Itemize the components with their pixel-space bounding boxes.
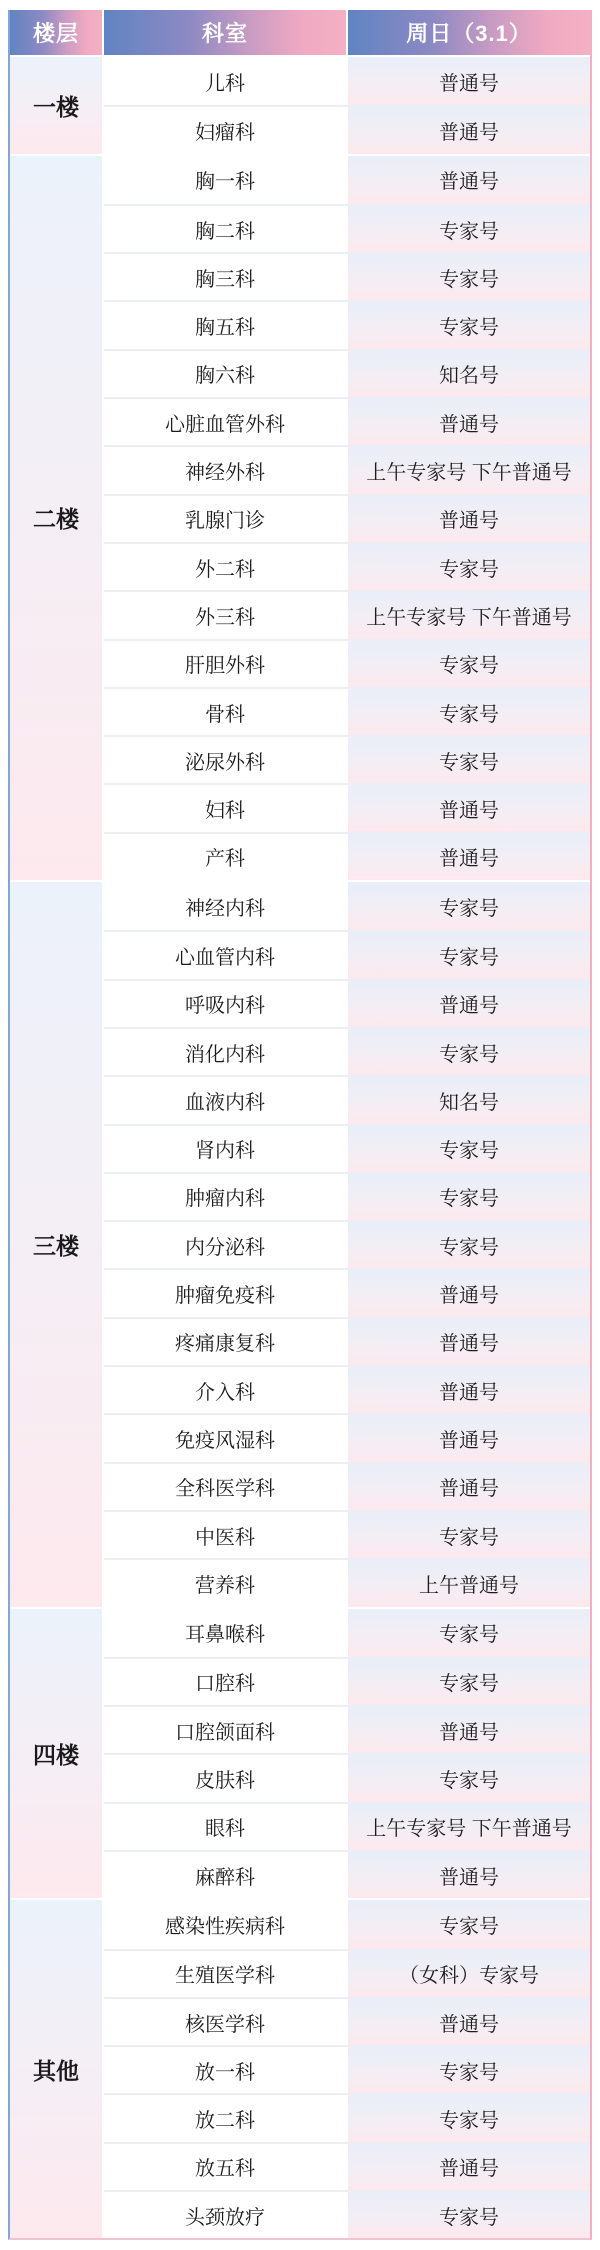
- ticket-type-cell: 专家号: [348, 1659, 590, 1705]
- ticket-type-cell: 普通号: [348, 156, 590, 204]
- table-row: [104, 735, 590, 783]
- department-cell: 放五科: [104, 2144, 346, 2190]
- table-row: [104, 2190, 590, 2238]
- ticket-type-cell: 专家号: [348, 1900, 590, 1948]
- ticket-type-cell: 普通号: [348, 1319, 590, 1365]
- table-row: [104, 1510, 590, 1558]
- table-row: [104, 397, 590, 445]
- ticket-type-cell: 普通号: [348, 981, 590, 1027]
- department-cell: 耳鼻喉科: [104, 1609, 346, 1657]
- table-row: [104, 1027, 590, 1075]
- header-department-column: 科室: [104, 10, 346, 55]
- table-row: [104, 1268, 590, 1316]
- department-cell: 血液内科: [104, 1077, 346, 1123]
- table-row: [104, 639, 590, 687]
- department-cell: 胸三科: [104, 254, 346, 300]
- floor-rows: [104, 1900, 590, 2238]
- ticket-type-cell: （女科）专家号: [348, 1951, 590, 1997]
- department-cell: 产科: [104, 834, 346, 880]
- table-row: [104, 832, 590, 880]
- department-cell: 麻醉科: [104, 1852, 346, 1898]
- table-row: [104, 494, 590, 542]
- department-cell: 生殖医学科: [104, 1951, 346, 1997]
- ticket-type-cell: 普通号: [348, 834, 590, 880]
- ticket-type-cell: 专家号: [348, 254, 590, 300]
- department-cell: 眼科: [104, 1804, 346, 1850]
- ticket-type-cell: 专家号: [348, 737, 590, 783]
- department-cell: 放一科: [104, 2047, 346, 2093]
- floor-rows: [104, 156, 590, 880]
- ticket-type-cell: 普通号: [348, 1270, 590, 1316]
- department-cell: 神经外科: [104, 447, 346, 493]
- ticket-type-cell: 专家号: [348, 2095, 590, 2141]
- table-row: [104, 687, 590, 735]
- floor-section: [10, 57, 590, 154]
- table-row: [104, 1462, 590, 1510]
- department-cell: 肿瘤内科: [104, 1174, 346, 1220]
- ticket-type-cell: 普通号: [348, 785, 590, 831]
- floor-label: 其他: [10, 1900, 102, 2238]
- floor-rows: [104, 57, 590, 154]
- outpatient-schedule-table: [8, 10, 592, 2240]
- floor-label: 三楼: [10, 882, 102, 1606]
- ticket-type-cell: 上午普通号: [348, 1560, 590, 1606]
- table-row: [104, 349, 590, 397]
- table-row: [104, 2045, 590, 2093]
- table-row: [104, 1075, 590, 1123]
- department-cell: 泌尿外科: [104, 737, 346, 783]
- table-row: [104, 1753, 590, 1801]
- ticket-type-cell: 普通号: [348, 1852, 590, 1898]
- ticket-type-cell: 专家号: [348, 1609, 590, 1657]
- ticket-type-cell: 上午专家号 下午普通号: [348, 447, 590, 493]
- table-row: [104, 1705, 590, 1753]
- department-cell: 放二科: [104, 2095, 346, 2141]
- table-row: [104, 1657, 590, 1705]
- ticket-type-cell: 专家号: [348, 2192, 590, 2238]
- department-cell: 介入科: [104, 1367, 346, 1413]
- floor-section: [10, 1900, 590, 2238]
- table-row: [104, 300, 590, 348]
- table-body: [10, 57, 590, 2238]
- header-floor-column: 楼层: [10, 10, 102, 55]
- department-cell: 中医科: [104, 1512, 346, 1558]
- ticket-type-cell: 上午专家号 下午普通号: [348, 1804, 590, 1850]
- department-cell: 头颈放疗: [104, 2192, 346, 2238]
- ticket-type-cell: 知名号: [348, 1077, 590, 1123]
- ticket-type-cell: 专家号: [348, 1755, 590, 1801]
- table-row: [104, 204, 590, 252]
- table-row: [104, 1802, 590, 1850]
- table-row: [104, 1900, 590, 1948]
- department-cell: 肾内科: [104, 1126, 346, 1172]
- ticket-type-cell: 专家号: [348, 302, 590, 348]
- table-row: [104, 445, 590, 493]
- table-row: [104, 930, 590, 978]
- table-row: [104, 1949, 590, 1997]
- floor-section: [10, 156, 590, 880]
- table-row: [104, 252, 590, 300]
- department-cell: 免疫风湿科: [104, 1415, 346, 1461]
- department-cell: 心血管内科: [104, 932, 346, 978]
- table-row: [104, 1609, 590, 1657]
- floor-section: [10, 1609, 590, 1899]
- department-cell: 皮肤科: [104, 1755, 346, 1801]
- department-cell: 外二科: [104, 544, 346, 590]
- ticket-type-cell: 专家号: [348, 206, 590, 252]
- department-cell: 妇瘤科: [104, 107, 346, 153]
- department-cell: 疼痛康复科: [104, 1319, 346, 1365]
- department-cell: 乳腺门诊: [104, 496, 346, 542]
- department-cell: 核医学科: [104, 1999, 346, 2045]
- ticket-type-cell: 专家号: [348, 641, 590, 687]
- department-cell: 感染性疾病科: [104, 1900, 346, 1948]
- table-row: [104, 1124, 590, 1172]
- ticket-type-cell: 普通号: [348, 496, 590, 542]
- table-row: [104, 1220, 590, 1268]
- ticket-type-cell: 专家号: [348, 1222, 590, 1268]
- ticket-type-cell: 专家号: [348, 1512, 590, 1558]
- department-cell: 胸一科: [104, 156, 346, 204]
- department-cell: 神经内科: [104, 882, 346, 930]
- table-row: [104, 2093, 590, 2141]
- ticket-type-cell: 普通号: [348, 1707, 590, 1753]
- ticket-type-cell: 普通号: [348, 399, 590, 445]
- department-cell: 妇科: [104, 785, 346, 831]
- ticket-type-cell: 专家号: [348, 1029, 590, 1075]
- department-cell: 消化内科: [104, 1029, 346, 1075]
- department-cell: 骨科: [104, 689, 346, 735]
- department-cell: 呼吸内科: [104, 981, 346, 1027]
- floor-rows: [104, 882, 590, 1606]
- floor-label: 二楼: [10, 156, 102, 880]
- table-row: [104, 590, 590, 638]
- department-cell: 口腔颌面科: [104, 1707, 346, 1753]
- department-cell: 胸二科: [104, 206, 346, 252]
- ticket-type-cell: 上午专家号 下午普通号: [348, 592, 590, 638]
- ticket-type-cell: 专家号: [348, 882, 590, 930]
- department-cell: 心脏血管外科: [104, 399, 346, 445]
- department-cell: 内分泌科: [104, 1222, 346, 1268]
- table-row: [104, 156, 590, 204]
- table-header-row: [10, 10, 590, 55]
- header-sunday-column: 周日（3.1）: [348, 10, 590, 55]
- department-cell: 口腔科: [104, 1659, 346, 1705]
- floor-rows: [104, 1609, 590, 1899]
- table-row: [104, 1317, 590, 1365]
- ticket-type-cell: 专家号: [348, 2047, 590, 2093]
- ticket-type-cell: 普通号: [348, 1367, 590, 1413]
- table-row: [104, 1365, 590, 1413]
- table-row: [104, 57, 590, 105]
- table-row: [104, 882, 590, 930]
- department-cell: 外三科: [104, 592, 346, 638]
- table-row: [104, 979, 590, 1027]
- ticket-type-cell: 普通号: [348, 1464, 590, 1510]
- department-cell: 胸六科: [104, 351, 346, 397]
- table-row: [104, 1997, 590, 2045]
- ticket-type-cell: 专家号: [348, 1126, 590, 1172]
- table-row: [104, 2142, 590, 2190]
- ticket-type-cell: 普通号: [348, 2144, 590, 2190]
- department-cell: 肝胆外科: [104, 641, 346, 687]
- ticket-type-cell: 专家号: [348, 689, 590, 735]
- floor-label: 四楼: [10, 1609, 102, 1899]
- ticket-type-cell: 专家号: [348, 1174, 590, 1220]
- floor-section: [10, 882, 590, 1606]
- ticket-type-cell: 普通号: [348, 1415, 590, 1461]
- ticket-type-cell: 专家号: [348, 932, 590, 978]
- table-row: [104, 1413, 590, 1461]
- ticket-type-cell: 知名号: [348, 351, 590, 397]
- ticket-type-cell: 专家号: [348, 544, 590, 590]
- table-row: [104, 1558, 590, 1606]
- ticket-type-cell: 普通号: [348, 57, 590, 105]
- department-cell: 营养科: [104, 1560, 346, 1606]
- department-cell: 全科医学科: [104, 1464, 346, 1510]
- ticket-type-cell: 普通号: [348, 1999, 590, 2045]
- department-cell: 肿瘤免疫科: [104, 1270, 346, 1316]
- department-cell: 儿科: [104, 57, 346, 105]
- table-row: [104, 1850, 590, 1898]
- department-cell: 胸五科: [104, 302, 346, 348]
- table-row: [104, 783, 590, 831]
- floor-label: 一楼: [10, 57, 102, 154]
- table-row: [104, 542, 590, 590]
- ticket-type-cell: 普通号: [348, 107, 590, 153]
- table-row: [104, 1172, 590, 1220]
- table-row: [104, 105, 590, 153]
